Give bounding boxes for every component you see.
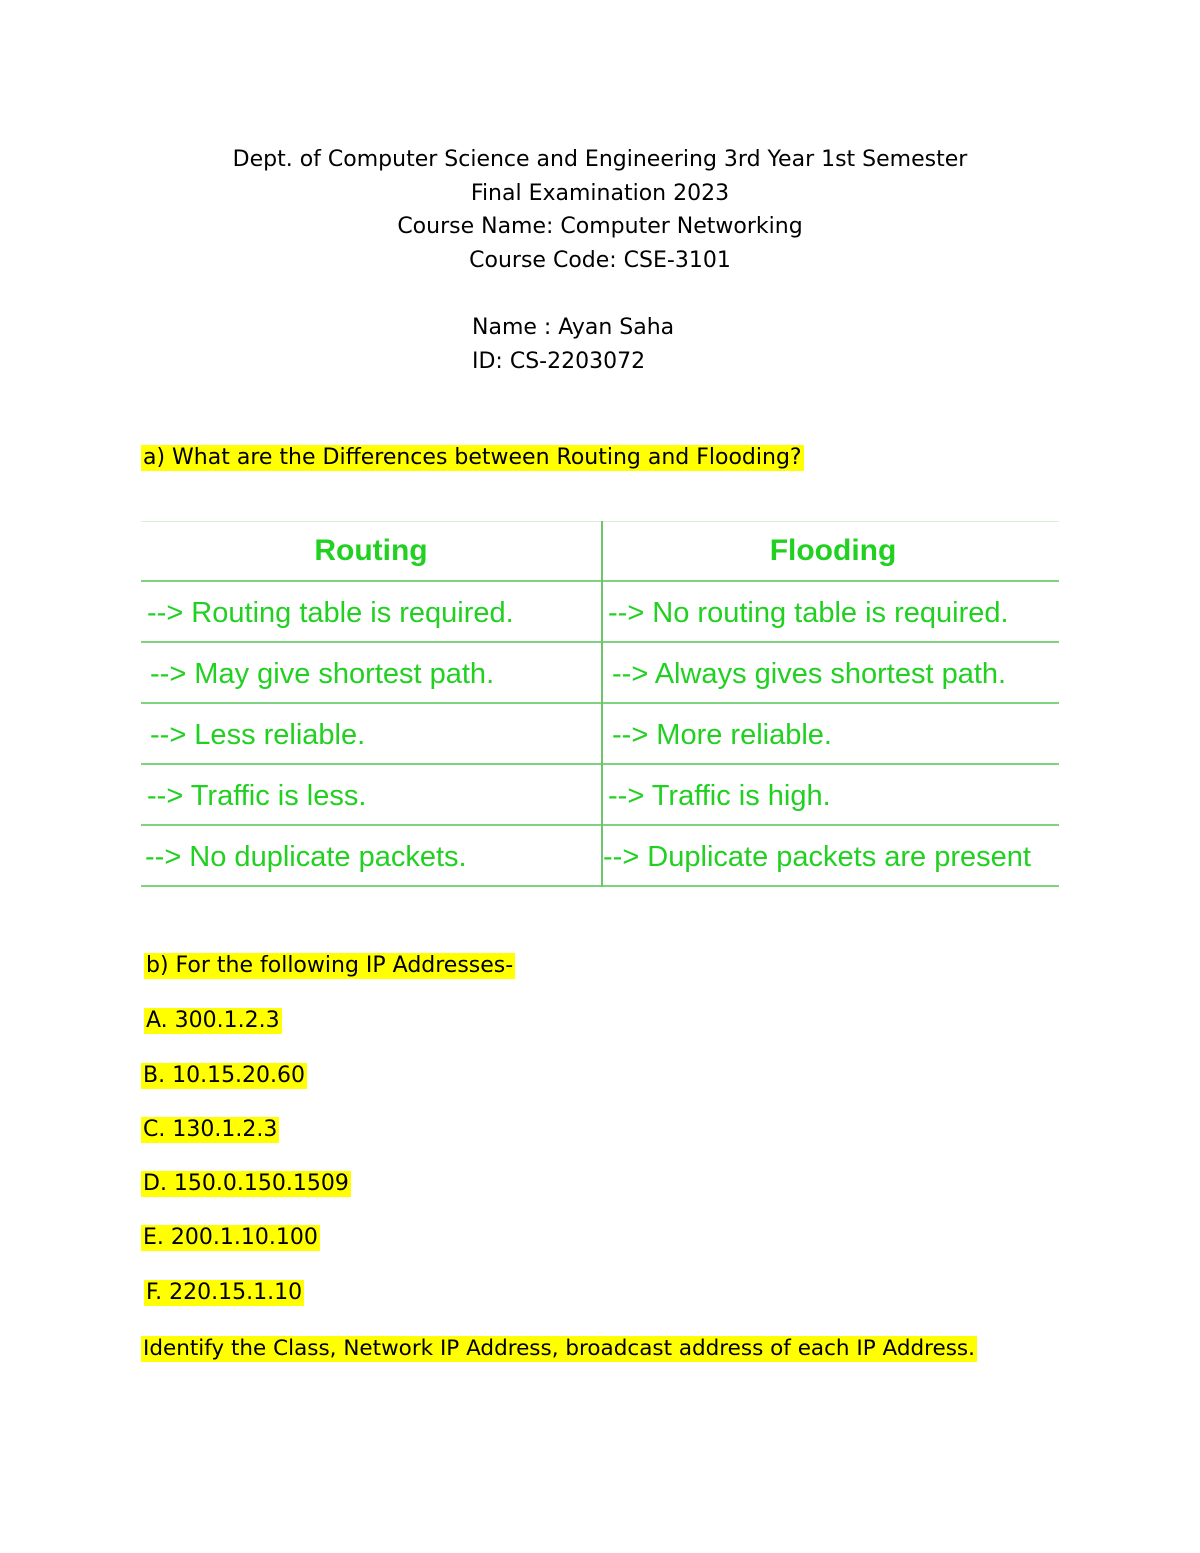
ip-address-item: C. 130.1.2.3: [143, 1117, 278, 1142]
routing-cell: --> No duplicate packets.: [145, 841, 467, 873]
routing-cell: --> May give shortest path.: [150, 658, 495, 690]
exam-header: [0, 143, 1200, 277]
question-b-instruction: Identify the Class, Network IP Address, broadcast address of each IP Address.: [143, 1336, 975, 1361]
flooding-cell: --> Traffic is high.: [608, 780, 831, 812]
flooding-cell: --> Duplicate packets are present: [603, 841, 1031, 873]
table-divider: [141, 824, 1059, 826]
flooding-cell: --> Always gives shortest path.: [612, 658, 1007, 690]
course-name: Course Name: Computer Networking: [397, 214, 803, 239]
table-divider: [141, 641, 1059, 643]
flooding-cell: --> More reliable.: [612, 719, 832, 751]
table-column-divider: [601, 521, 603, 887]
routing-cell: --> Routing table is required.: [147, 597, 514, 629]
department-line: Dept. of Computer Science and Engineering 3rd Year 1st Semester: [232, 147, 968, 172]
ip-address-item: F. 220.15.1.10: [146, 1280, 303, 1305]
student-id: ID: CS-2203072: [472, 349, 646, 374]
flooding-cell: --> No routing table is required.: [608, 597, 1009, 629]
header-routing: Routing: [314, 534, 428, 567]
routing-cell: --> Less reliable.: [150, 719, 366, 751]
table-border-top: [141, 521, 1059, 522]
table-divider: [141, 702, 1059, 704]
ip-address-item: A. 300.1.2.3: [146, 1008, 280, 1033]
exam-title: Final Examination 2023: [470, 180, 730, 206]
student-info: [472, 311, 674, 379]
routing-cell: --> Traffic is less.: [147, 780, 367, 812]
question-b-title: b) For the following IP Addresses-: [146, 953, 514, 978]
ip-address-item: B. 10.15.20.60: [143, 1063, 306, 1088]
table-divider: [141, 580, 1059, 582]
student-name: Name : Ayan Saha: [472, 315, 675, 340]
ip-address-item: D. 150.0.150.1509: [143, 1171, 349, 1196]
table-border-bottom: [141, 885, 1059, 887]
header-flooding: Flooding: [769, 534, 897, 567]
course-code: Course Code: CSE-3101: [469, 247, 731, 273]
routing-flooding-table: [141, 521, 1059, 887]
question-a: [141, 443, 804, 473]
ip-address-item: E. 200.1.10.100: [143, 1225, 318, 1250]
table-divider: [141, 763, 1059, 765]
question-a-text: a) What are the Differences between Routing and Flooding?: [143, 445, 802, 470]
